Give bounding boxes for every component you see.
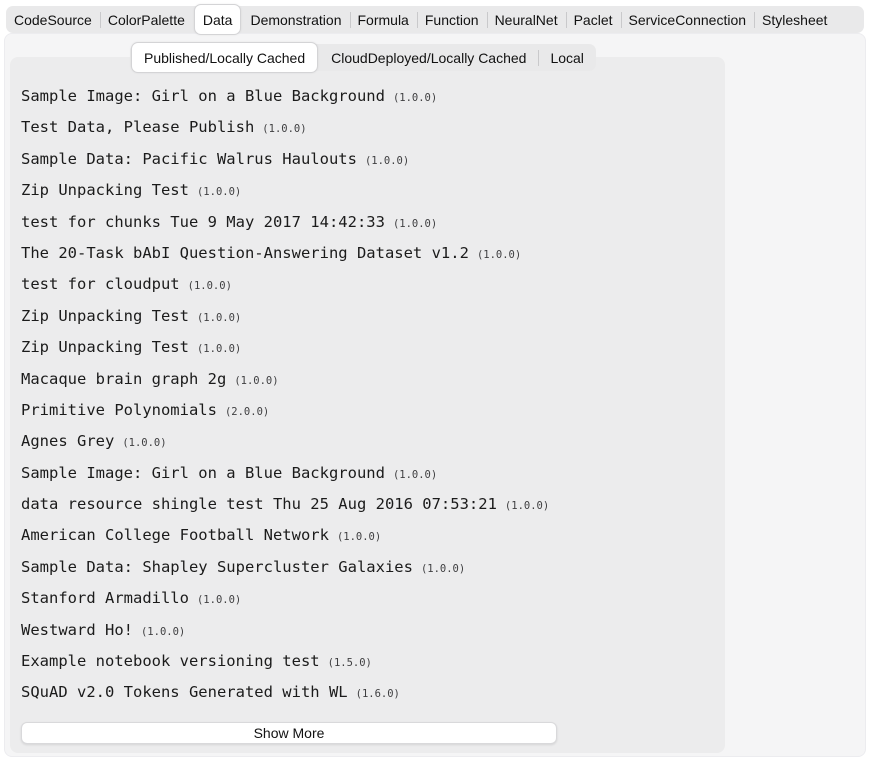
list-item	[21, 401, 715, 432]
tab-label: Paclet	[573, 11, 613, 28]
tab-label: CodeSource	[14, 11, 92, 28]
resource-version: (1.6.0)	[355, 688, 400, 701]
resource-name: The 20-Task bAbI Question-Answering Dataset v1.2	[21, 243, 469, 262]
list-item	[21, 213, 715, 244]
resource-version: (1.0.0)	[504, 500, 550, 513]
resource-version: (1.0.0)	[476, 248, 522, 261]
resource-version: (1.0.0)	[392, 92, 438, 104]
list-item	[21, 275, 715, 306]
tab-label: Stylesheet	[762, 11, 828, 28]
list-item	[21, 558, 715, 589]
resource-version: (1.0.0)	[392, 217, 438, 230]
resource-name: American College Football Network	[21, 526, 329, 545]
list-item	[21, 432, 715, 463]
list-item	[21, 683, 715, 714]
tab-label: NeuralNet	[494, 11, 558, 28]
resource-version: (1.0.0)	[196, 343, 242, 356]
show-more-label: Show More	[253, 724, 325, 741]
resource-name: Macaque brain graph 2g	[21, 369, 227, 388]
list-item	[21, 118, 715, 149]
tab-label: ColorPalette	[107, 11, 185, 28]
tab-neuralnet[interactable]	[487, 6, 566, 33]
resource-name: SQuAD v2.0 Tokens Generated with WL	[21, 683, 348, 702]
resource-version: (1.0.0)	[420, 562, 466, 575]
tab-function[interactable]	[417, 6, 487, 33]
resource-version: (1.0.0)	[364, 154, 410, 167]
list-item	[21, 87, 715, 118]
resource-name: Stanford Armadillo	[21, 589, 189, 608]
list-item	[21, 495, 715, 526]
resource-name: data resource shingle test Thu 25 Aug 2016 07:53:21	[21, 495, 497, 514]
subtab-published-locally-cached[interactable]	[131, 42, 318, 73]
resource-version: (1.0.0)	[336, 531, 382, 544]
resource-version: (1.0.0)	[196, 594, 242, 607]
tab-data[interactable]	[194, 4, 242, 35]
resource-name: Test Data, Please Publish	[21, 118, 255, 137]
resource-version: (1.5.0)	[327, 657, 372, 670]
show-more-button[interactable]	[21, 722, 557, 744]
resource-version: (1.0.0)	[140, 625, 186, 638]
tab-formula[interactable]	[350, 6, 417, 33]
resource-name: Sample Image: Girl on a Blue Background	[21, 87, 385, 105]
list-item	[21, 150, 715, 181]
tab-label: Data	[202, 11, 233, 28]
resource-name: Westward Ho!	[21, 620, 133, 639]
list-item	[21, 526, 715, 557]
tab-label: Formula	[357, 11, 409, 28]
list-item	[21, 652, 715, 683]
resource-version: (1.0.0)	[262, 123, 307, 136]
tab-serviceconnection[interactable]	[621, 6, 755, 33]
subtab-clouddeployed-locally-cached[interactable]	[319, 44, 538, 71]
resource-version: (1.0.0)	[122, 437, 167, 450]
subtab-label: Published/Locally Cached	[144, 49, 306, 66]
tab-label: Demonstration	[250, 11, 342, 28]
resource-name: Zip Unpacking Test	[21, 306, 189, 325]
tab-stylesheet[interactable]	[754, 6, 835, 33]
published-locally-cached-panel	[10, 57, 725, 753]
resource-name: Example notebook versioning test	[21, 652, 320, 671]
resource-name: test for cloudput	[21, 275, 180, 294]
tab-label: ServiceConnection	[628, 11, 747, 28]
resource-name: Agnes Grey	[21, 432, 115, 451]
subtab-local[interactable]	[538, 44, 595, 71]
resource-version: (1.0.0)	[196, 186, 242, 199]
tab-paclet[interactable]	[566, 6, 621, 33]
resource-name: test for chunks Tue 9 May 2017 14:42:33	[21, 212, 385, 231]
subtab-label: CloudDeployed/Locally Cached	[331, 49, 527, 66]
list-item	[21, 621, 715, 652]
subtab-label: Local	[550, 49, 584, 66]
resource-version: (1.0.0)	[392, 468, 438, 481]
list-item	[21, 370, 715, 401]
resource-version: (1.0.0)	[196, 311, 242, 324]
cache-location-tabbar	[130, 44, 596, 71]
list-item	[21, 181, 715, 212]
resource-rows	[21, 87, 715, 715]
resource-name: Zip Unpacking Test	[21, 181, 189, 200]
list-item	[21, 338, 715, 369]
tab-demonstration[interactable]	[242, 6, 349, 33]
tab-label: Function	[424, 11, 479, 28]
resource-name: Sample Data: Pacific Walrus Haulouts	[21, 149, 357, 168]
resource-name: Sample Data: Shapley Supercluster Galaxies	[21, 557, 413, 576]
tab-codesource[interactable]	[6, 6, 100, 33]
list-item	[21, 307, 715, 338]
resource-version: (1.0.0)	[234, 374, 279, 387]
resource-name: Primitive Polynomials	[21, 400, 217, 419]
resource-type-tabbar	[6, 6, 864, 33]
resource-name: Sample Image: Girl on a Blue Background	[21, 463, 385, 482]
resource-list	[21, 87, 715, 744]
resource-version: (2.0.0)	[224, 405, 270, 418]
tab-colorpalette[interactable]	[100, 6, 193, 33]
list-item	[21, 244, 715, 275]
resource-version: (1.0.0)	[187, 280, 232, 293]
list-item	[21, 589, 715, 620]
list-item	[21, 464, 715, 495]
resource-name: Zip Unpacking Test	[21, 338, 189, 357]
